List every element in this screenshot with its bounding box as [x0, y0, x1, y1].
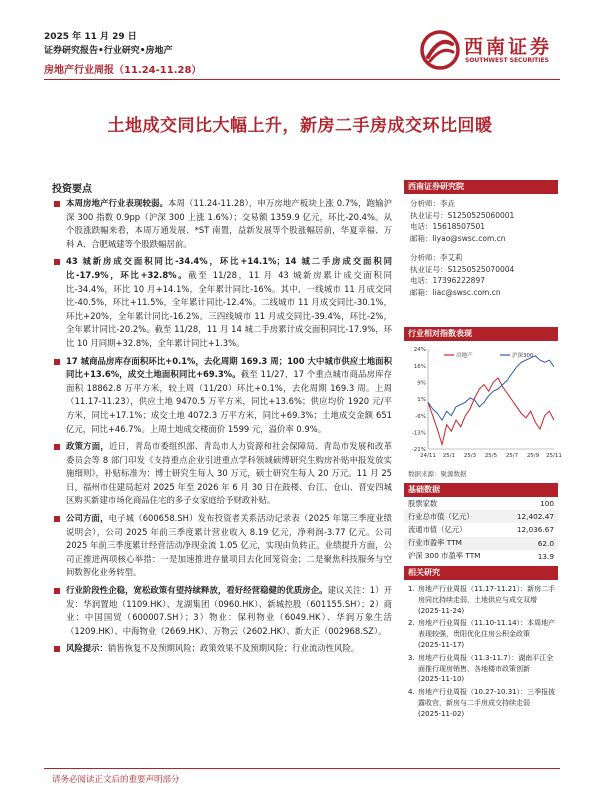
bullet-lead: 43 城新房成交面积同比-34.4%，环比+14.1%；14 城二手房成交面积同比-17.9%，环比+32.8%。: [66, 256, 392, 280]
row-value: 62.0: [503, 537, 558, 550]
related-item[interactable]: [408, 653, 556, 685]
chart-source: 数据来源：聚源数据: [408, 470, 467, 478]
related-num: 3.: [408, 653, 415, 662]
bullet-text: 电子城（600658.SH）发布投资者关系活动记录表（2025 年第三季度业绩说明会），公司 2025 年前三季度累计营业收入 8.19 亿元，净利润-3.77 亿元。公司 2025 年前三季度累计经营活动净现金流 1.05 亿元，实现由负转正。业绩提升方面，公司正推进两项核心举措：一是加速推进存量项目去化回笼资金；二是聚焦科技服务与空间数智化业务转型。: [66, 513, 392, 578]
related-item[interactable]: [408, 584, 556, 616]
analyst-box: [404, 180, 558, 298]
bullet-lead: 风险提示：: [66, 643, 108, 654]
bullet-square-icon: [54, 516, 60, 522]
bullet-square-icon: [54, 259, 60, 265]
report-date: 2025 年 11 月 29 日: [44, 32, 137, 42]
bullet-square-icon: [54, 588, 60, 594]
x-tick-label: 25/3: [463, 453, 477, 459]
invest-points: [52, 197, 392, 660]
x-tick-label: 25/5: [484, 453, 498, 459]
analyst-email[interactable]: 邮箱：liyao@swsc.com.cn: [410, 233, 506, 243]
x-tick-label: 24/11: [420, 453, 436, 459]
company-logo: [420, 30, 560, 74]
bullet-lead: 政策方面，: [66, 441, 109, 452]
related-date: (2025-11-10): [418, 675, 465, 684]
analyst-license: 执业证号：S1250525070004: [410, 264, 515, 274]
bullet-square-icon: [54, 444, 60, 450]
bullet-text: 近日，青岛市委组织部、青岛市人力资源和社会保障局、青岛市发展和改革委员会等 8 部门印发《支持重点企业引进重点学科领域硕博研究生购房补贴申报发放实施细则》，补贴标准为：博士研究生每人 30 万元，硕士研究生每人 20 万元。11 月 25 日，福州市住建局起对 2025 年至 2026 年 6 月 30 日在鼓楼、台江、仓山、晋安四城区购买新建市场化商品住宅的多子女家庭给予财政补贴。: [66, 441, 393, 506]
row-value: 13.9: [537, 551, 554, 561]
legend-label: 沪深300: [512, 353, 534, 359]
header-divider: [44, 79, 560, 80]
analyst-phone: 电话：17396222897: [410, 276, 485, 285]
invest-bullet: [52, 642, 392, 656]
bullet-text: 本周（11.24-11.28），申万房地产板块上涨 0.7%，跑输沪深 300 指数 0.9pp（沪深 300 上涨 1.6%）；交易额 1359.9 亿元，环比-20.4%。从个股涨跌幅来看，本周万通发展、*ST 南置，益新发展等个股涨幅居前，华夏幸福、万科 A、合肥城建等个股跌幅居前。: [66, 198, 393, 249]
related-date: (2025-11-17): [418, 640, 465, 649]
related-title: 房地产行业周报（10.27-10.31）：三季报披露收官，新房与二手房成交持续走弱: [418, 688, 556, 707]
bullet-text: 截至 11/27，17 个重点城市商品房库存面积 18862.8 万平方米，较上周（11/20）环比+0.1%，去化周期 169.3 周。上周（11.17-11.23），供应土地 9470.5 万平方米，同比+13.6%；供应均价 1920 元/平方米，同比+17.1%；成交土地 4072.3 万平方米，同比+69.3%；土地成交金额 651 亿元，同比+46.7%。上周土地成交楼面价 1599 元，溢价率 0.9%。: [66, 369, 392, 434]
logo-name-cn: 西南证券: [464, 36, 553, 58]
related-body: [418, 687, 556, 719]
bullet-square-icon: [54, 201, 60, 207]
row-value: 12,036.67: [516, 525, 554, 535]
analyst-name: 分析师：李垚: [410, 199, 455, 208]
table-row: [404, 510, 558, 523]
related-item[interactable]: [408, 687, 556, 719]
bullet-square-icon: [54, 646, 60, 652]
row-label: 流通市值（亿元）: [408, 524, 467, 534]
invest-bullet: [52, 440, 392, 508]
y-tick-label: 1%: [417, 397, 426, 404]
related-body: [418, 653, 556, 685]
research-heading: 西南证券研究院: [404, 180, 558, 194]
legend-label: 房地产: [456, 353, 473, 359]
bullet-lead: 17 城商品房库存面积环比+0.1%，去化周期 169.3 周；100 大中城市供应土地面积同比+13.6%，成交土地面积同比+69.3%。: [66, 355, 392, 380]
y-tick-label: 9%: [417, 380, 426, 387]
related-heading: 相关研究: [404, 566, 558, 580]
related-research-box: [404, 566, 558, 722]
invest-bullet: [52, 512, 392, 580]
bullet-text: 截至 11/28，11 月 43 城新房累计成交面积同比-34.4%，环比 10 月+14.1%，全年累计同比-16%。其中，一线城市 11 月成交同比-40.5%，环比+11.5%，全年累计同比-12.4%。二线城市 11 月成交同比-30.1%，环比+20%，全年累计同比-16.2%。三四线城市 11 月成交同比-39.4%，环比-2%，全年累计同比-20.2%。截至 11/28，11 月 14 城二手房累计成交面积同比-17.9%，环比 10 月同期+32.8%，全年累计同比+1.3%。: [66, 269, 392, 348]
related-body: [418, 618, 556, 650]
invest-bullet: [52, 355, 392, 437]
basic-heading: 基础数据: [404, 483, 558, 497]
row-value: 100: [540, 499, 554, 509]
logo-emblem-icon: [420, 30, 460, 70]
related-title: 房地产行业周报（11.17-11.21）：新房二手房同比持续走弱，土地供应与成交双增: [418, 585, 556, 604]
y-tick-label: -6%: [415, 413, 426, 420]
series-line: [428, 356, 554, 420]
chart-heading: 行业相对指数表现: [404, 327, 558, 341]
related-body: [418, 584, 556, 616]
related-list: [404, 580, 558, 720]
row-label: 行业市盈率 TTM: [404, 537, 503, 550]
analyst-phone: 电话：15618507501: [410, 222, 485, 231]
bullet-square-icon: [54, 359, 60, 365]
row-label: 股票家数: [408, 498, 438, 508]
row-label: 行业总市值（亿元）: [404, 510, 503, 523]
footer-disclaimer: 请务必阅读正文后的重要声明部分: [52, 775, 180, 785]
invest-bullet: [52, 584, 392, 638]
page-title: 土地成交同比大幅上升，新房二手房成交环比回暖: [107, 116, 493, 136]
y-tick-label: 16%: [413, 363, 426, 370]
bullet-lead: 本周房地产行业表现较弱。: [66, 198, 169, 208]
related-num: 4.: [408, 688, 415, 697]
bullet-text: 销售恢复不及预期风险；政策效果不及预期风险；行业流动性风险。: [107, 643, 360, 654]
bullet-lead: 行业阶段性企稳，宽松政策有望持续释放，看好经营稳健的优质房企。: [66, 585, 328, 596]
x-tick-label: 25/7: [505, 453, 519, 459]
related-date: (2025-11-02): [418, 709, 465, 718]
x-tick-label: 25/9: [526, 453, 540, 459]
x-tick-label: 25/11: [546, 453, 562, 459]
related-num: 2.: [408, 619, 415, 628]
analyst-email[interactable]: 邮箱：liac@swsc.com.cn: [410, 287, 501, 297]
bullet-text: 建议关注：1）开发：华润置地（1109.HK）、龙湖集团（0960.HK）、新城控股（601155.SH）；2）商业：中国国贸（600007.SH）；3）物业：保利物业（6049.HK）、华润万象生活（1209.HK）、中海物业（2669.HK）、万物云（2602.HK）、新大正（002968.SZ）。: [66, 585, 393, 636]
y-tick-label: -13%: [411, 430, 426, 437]
basic-data-box: [404, 483, 558, 563]
relative-index-chart: [404, 327, 562, 478]
basic-data-table: [404, 497, 558, 563]
table-row: [404, 550, 558, 563]
invest-bullet: [52, 197, 392, 251]
row-value: 12,402.47: [503, 510, 558, 523]
table-row: [404, 537, 558, 550]
footer-divider: [44, 768, 560, 769]
related-date: (2025-11-24): [418, 606, 465, 615]
x-tick-label: 25/1: [442, 453, 456, 459]
related-num: 1.: [408, 585, 415, 593]
analyst-name: 分析师：李艾莉: [410, 253, 463, 262]
report-type: 证券研究报告•行业研究•房地产: [44, 46, 173, 56]
y-tick-label: -21%: [411, 447, 426, 454]
invest-heading: 投资要点: [52, 184, 92, 195]
related-title: 房地产行业周报（11.10-11.14）：本周地产表现较强，贵阳优化住房公积金政策: [418, 619, 556, 639]
table-row: [404, 523, 558, 536]
table-row: [404, 497, 558, 510]
y-tick-label: 24%: [413, 347, 426, 354]
row-label: 沪深 300 市盈率 TTM: [408, 551, 481, 561]
analyst-info: [404, 194, 558, 298]
report-series: 房地产行业周报（11.24-11.28）: [44, 65, 202, 76]
related-title: 房地产行业周报（11.3-11.7）：湖南平江全面推行现房销售，各地楼市政策创新: [418, 653, 554, 673]
analyst-license: 执业证号：S1250525060001: [410, 210, 515, 220]
line-chart: [404, 341, 562, 467]
related-item[interactable]: [408, 618, 556, 650]
invest-bullet: [52, 255, 392, 350]
logo-name-en: SOUTHWEST SECURITIES: [465, 57, 549, 64]
bullet-lead: 公司方面，: [66, 513, 109, 524]
